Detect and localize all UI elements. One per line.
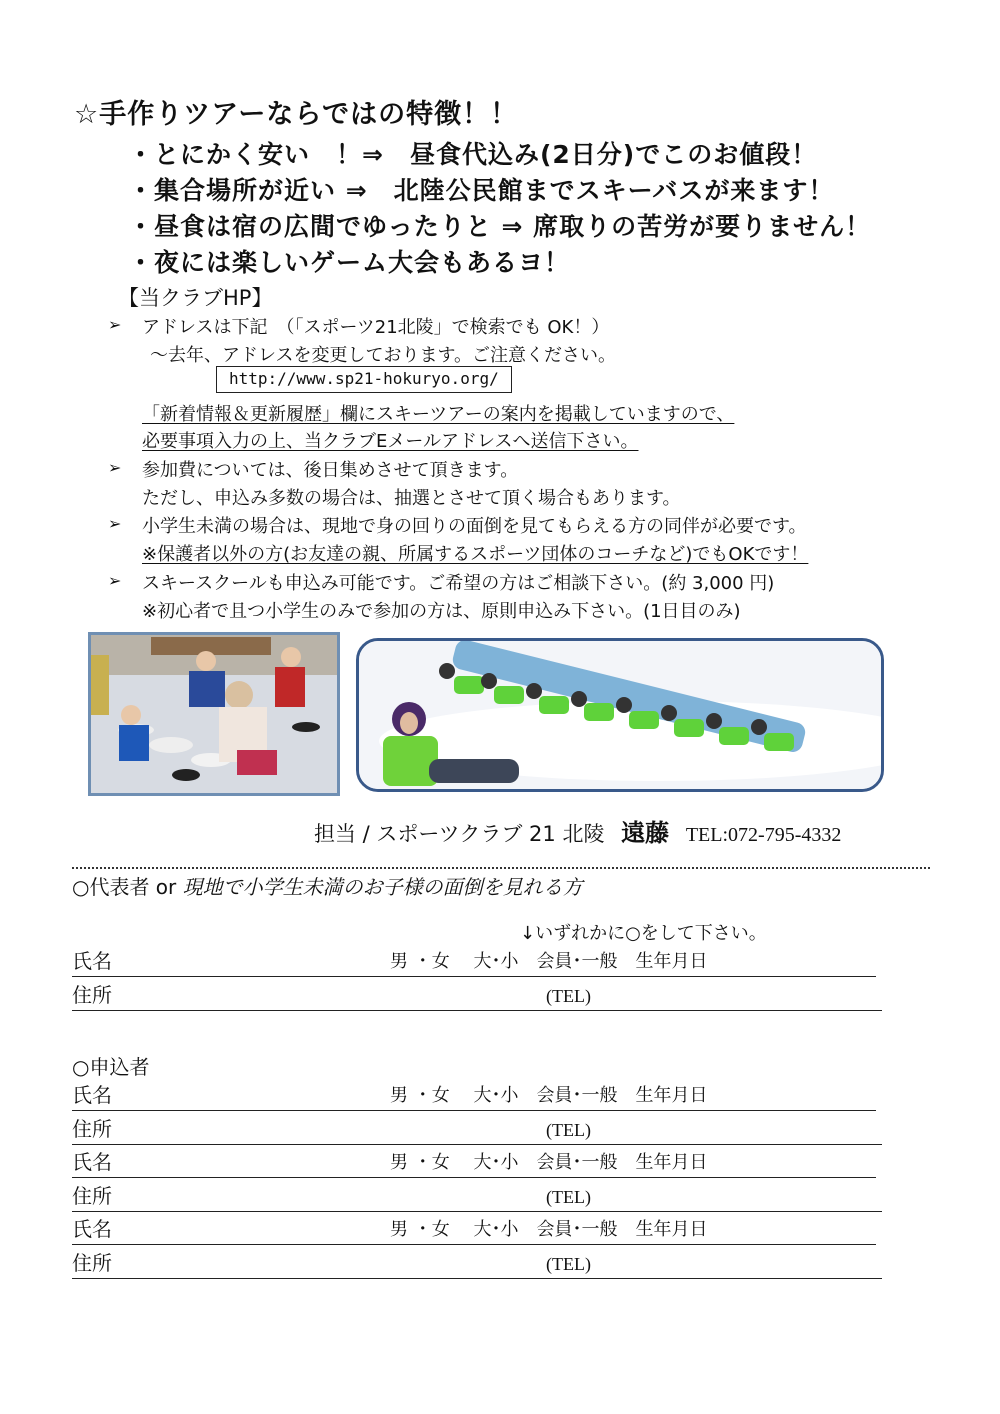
options-text: 男 ・女 大･小 会員･一般 生年月日 [390, 1219, 708, 1240]
ski-school-note: ※初心者で且つ小学生のみで参加の方は、原則申込み下さい。(1日目のみ) [142, 601, 741, 622]
ski-school-line: スキースクールも申込み可能です。ご希望の方はご相談下さい。(約 3,000 円) [142, 573, 775, 594]
address-label: 住所 [72, 983, 112, 1007]
game-photo [88, 632, 340, 796]
options-text: 男 ・女 大･小 会員･一般 生年月日 [390, 1152, 708, 1173]
feature-item: ・夜には楽しいゲーム大会もあるヨ！ [128, 248, 571, 277]
address-change-note: ～去年、アドレスを変更しております。ご注意ください。 [150, 345, 617, 366]
fee-line: 参加費については、後日集めさせて頂きます。 [142, 460, 519, 481]
bullet-arrow-icon: ➢ [108, 514, 122, 533]
applicant-name-row[interactable] [72, 1080, 876, 1111]
bullet-arrow-icon: ➢ [108, 458, 122, 477]
hp-heading: 【当クラブHP】 [118, 286, 273, 310]
snow-photo-image [359, 641, 881, 789]
fee-line: ただし、申込み多数の場合は、抽選とさせて頂く場合もあります。 [142, 488, 681, 509]
applicant-address-row[interactable] [72, 1248, 882, 1279]
child-requirement: 小学生未満の場合は、現地で身の回りの面倒を見てもらえる方の同伴が必要です。 [142, 516, 807, 537]
address-label: 住所 [72, 1251, 112, 1275]
applicant-name-row[interactable] [72, 1214, 876, 1245]
tel-label: (TEL) [546, 1120, 591, 1140]
snow-photo [356, 638, 884, 792]
representative-prefix: ○代表者 or [72, 875, 183, 899]
bullet-arrow-icon: ➢ [108, 315, 122, 334]
circle-instruction: ↓いずれかに○をして下さい。 [520, 923, 767, 944]
feature-item: ・とにかく安い ！⇒ 昼食代込み(2日分)でこのお値段！ [128, 140, 818, 169]
tel-label: (TEL) [546, 1187, 591, 1207]
representative-heading [72, 871, 583, 900]
feature-item: ・昼食は宿の広間でゆったりと ⇒ 席取りの苦労が要りません！ [128, 212, 872, 241]
game-photo-image [91, 635, 337, 793]
applicant-name-row[interactable] [72, 1147, 876, 1178]
bullet-arrow-icon: ➢ [108, 571, 122, 590]
page-title: ☆手作りツアーならではの特徴！！ [74, 99, 519, 130]
representative-address-row[interactable] [72, 980, 882, 1011]
address-line: アドレスは下記 （「スポーツ21北陵」で検索でも OK！） [142, 317, 610, 338]
address-label: 住所 [72, 1117, 112, 1141]
options-text: 男 ・女 大･小 会員･一般 生年月日 [390, 951, 708, 972]
contact-name: 遠藤 [621, 819, 670, 847]
name-label: 氏名 [72, 1217, 112, 1241]
name-label: 氏名 [72, 949, 112, 973]
contact-line [314, 813, 841, 848]
tel-label: (TEL) [546, 986, 591, 1006]
name-label: 氏名 [72, 1083, 112, 1107]
applicant-heading: ○申込者 [72, 1055, 150, 1079]
name-label: 氏名 [72, 1150, 112, 1174]
representative-description: 現地で小学生未満のお子様の面倒を見れる方 [182, 875, 583, 899]
cut-line-divider [72, 867, 930, 869]
address-label: 住所 [72, 1184, 112, 1208]
child-requirement-note: ※保護者以外の方(お友達の親、所属するスポーツ団体のコーチなど)でもOKです！ [142, 544, 809, 565]
representative-name-row[interactable] [72, 946, 876, 977]
notice-line: 必要事項入力の上、当クラブEメールアドレスへ送信下さい。 [142, 431, 639, 452]
applicant-address-row[interactable] [72, 1114, 882, 1145]
tel-label: (TEL) [546, 1254, 591, 1274]
notice-line: 「新着情報＆更新履歴」欄にスキーツアーの案内を掲載していますので、 [142, 404, 735, 425]
applicant-address-row[interactable] [72, 1181, 882, 1212]
options-text: 男 ・女 大･小 会員･一般 生年月日 [390, 1085, 708, 1106]
contact-tel: TEL:072-795-4332 [685, 824, 842, 846]
feature-item: ・集合場所が近い ⇒ 北陸公民館までスキーバスが来ます！ [128, 176, 835, 205]
club-url[interactable]: http://www.sp21-hokuryo.org/ [216, 366, 512, 393]
contact-organization: 担当 / スポーツクラブ 21 北陵 [314, 822, 605, 846]
